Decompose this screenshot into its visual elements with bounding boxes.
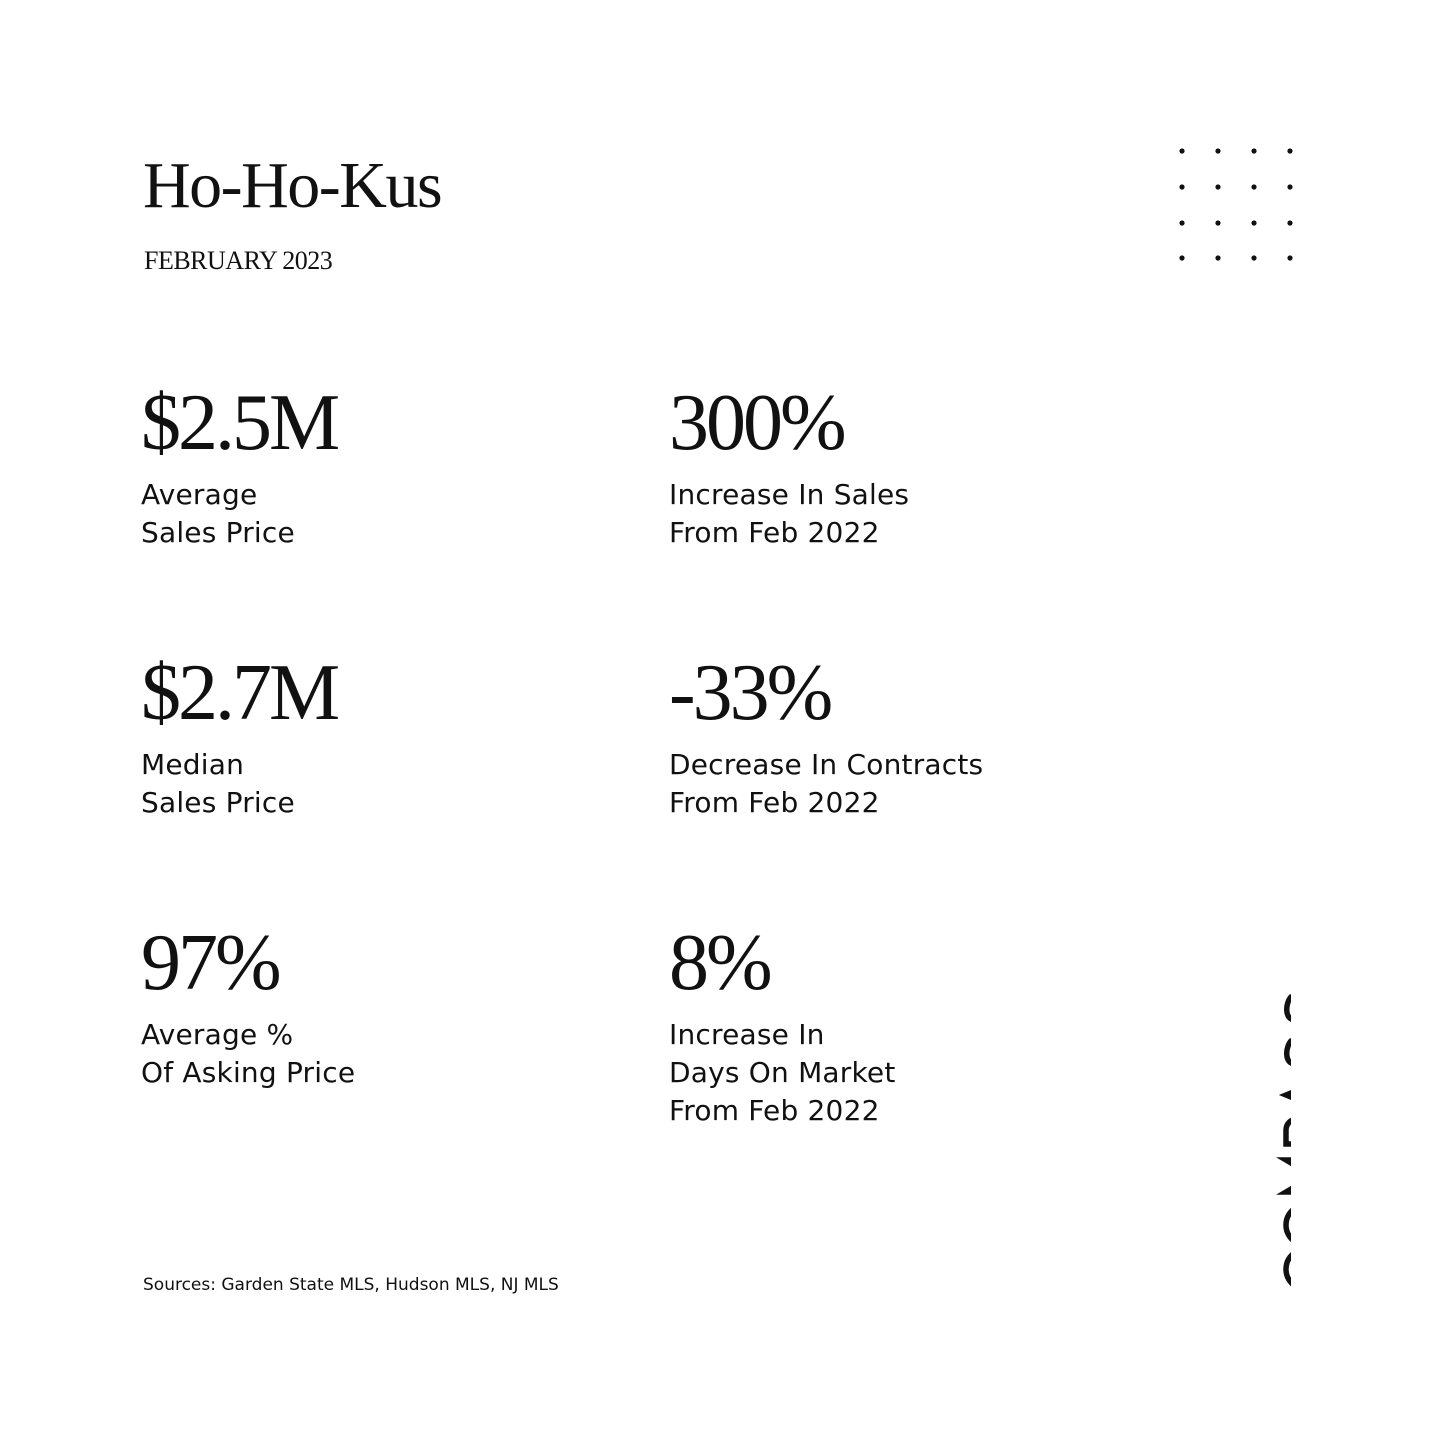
stat-value: -33% bbox=[669, 649, 831, 737]
stat-label-line: From Feb 2022 bbox=[669, 1094, 880, 1127]
dot-grid-decoration bbox=[1172, 141, 1298, 267]
stat-label-line: Increase In bbox=[669, 1018, 825, 1051]
report-date: FEBRUARY 2023 bbox=[144, 246, 333, 275]
stat-percent-of-asking-price bbox=[141, 920, 601, 1092]
stat-label bbox=[141, 746, 601, 822]
stat-decrease-in-contracts bbox=[669, 650, 1129, 822]
stat-average-sales-price bbox=[141, 380, 601, 552]
stat-value: $2.5M bbox=[141, 379, 338, 467]
stat-label-line: Increase In Sales bbox=[669, 478, 910, 511]
stat-label-line: Average bbox=[141, 478, 258, 511]
stat-median-sales-price bbox=[141, 650, 601, 822]
page-title: Ho-Ho-Kus bbox=[143, 149, 442, 222]
sources-note: Sources: Garden State MLS, Hudson MLS, NJ MLS bbox=[143, 1275, 559, 1295]
stat-label-line: Median bbox=[141, 748, 245, 781]
stat-label-line: Sales Price bbox=[141, 786, 295, 819]
stat-days-on-market bbox=[669, 920, 1129, 1130]
compass-logo bbox=[1231, 955, 1291, 1295]
stat-value: 97% bbox=[141, 919, 279, 1007]
stat-label-line: Decrease In Contracts bbox=[669, 748, 984, 781]
stat-label bbox=[141, 1016, 601, 1092]
stat-label-line: From Feb 2022 bbox=[669, 786, 880, 819]
stat-label bbox=[669, 1016, 1129, 1130]
stat-value: $2.7M bbox=[141, 649, 338, 737]
stat-label-line: Average % bbox=[141, 1018, 294, 1051]
stat-label bbox=[669, 476, 1129, 552]
stat-value: 300% bbox=[669, 379, 844, 467]
stat-label-line: Of Asking Price bbox=[141, 1056, 356, 1089]
stat-increase-in-sales bbox=[669, 380, 1129, 552]
stat-label-line: Days On Market bbox=[669, 1056, 896, 1089]
stat-value: 8% bbox=[669, 919, 770, 1007]
stat-label bbox=[141, 476, 601, 552]
stat-label-line: From Feb 2022 bbox=[669, 516, 880, 549]
stat-label bbox=[669, 746, 1129, 822]
stat-label-line: Sales Price bbox=[141, 516, 295, 549]
